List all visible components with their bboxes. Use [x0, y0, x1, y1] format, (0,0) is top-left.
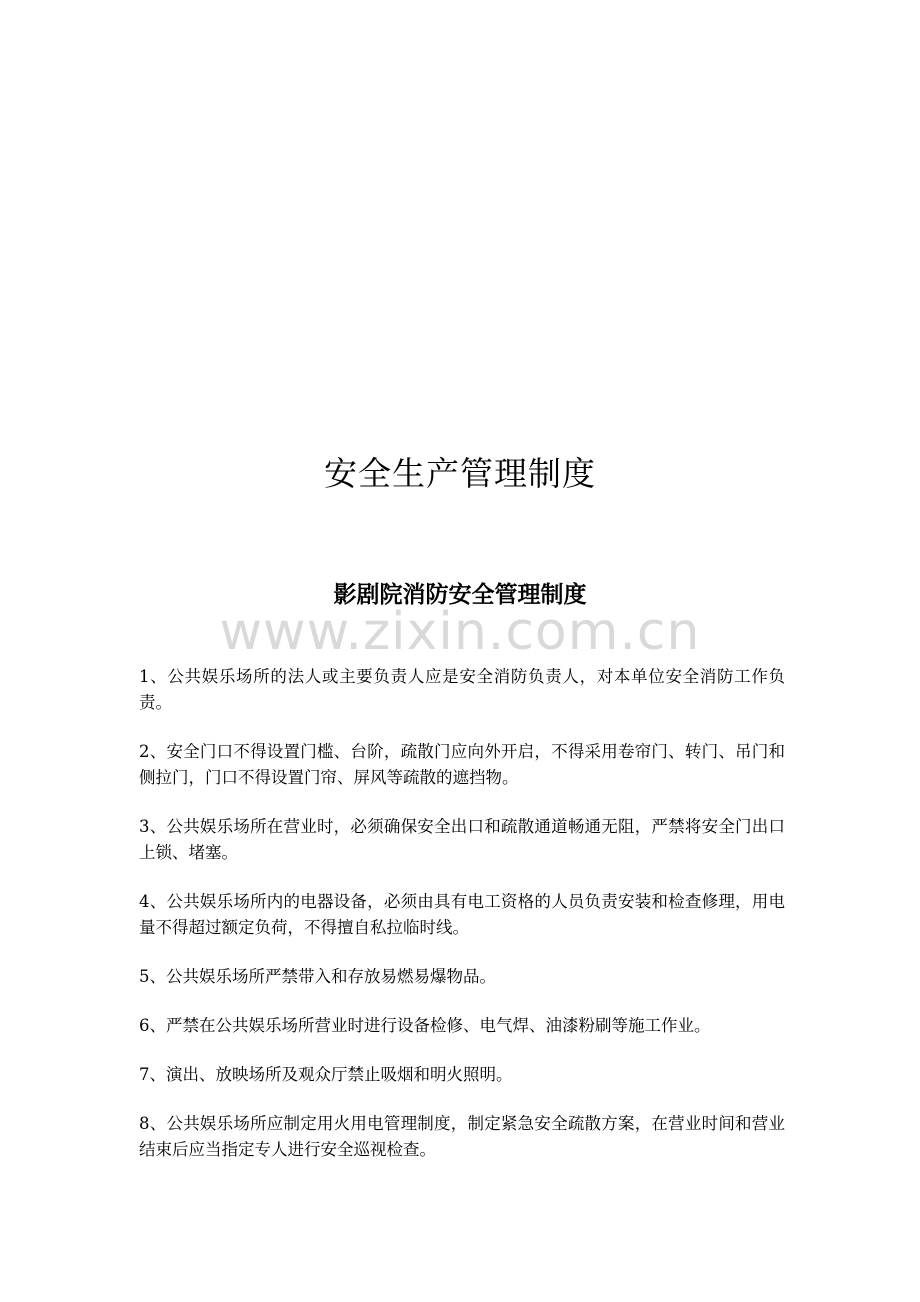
rule-item: 8、公共娱乐场所应制定用火用电管理制度，制定紧急安全疏散方案，在营业时间和营业结束后应当指定专人进行安全巡视检查。 — [139, 1114, 785, 1159]
rule-item: 7、演出、放映场所及观众厅禁止吸烟和明火照明。 — [139, 1065, 513, 1084]
rules-list — [139, 664, 785, 1186]
section-title: 影剧院消防安全管理制度 — [333, 582, 587, 608]
rule-item: 1、公共娱乐场所的法人或主要负责人应是安全消防负责人，对本单位安全消防工作负责。 — [139, 667, 785, 712]
rule-item: 5、公共娱乐场所严禁带入和存放易燃易爆物品。 — [139, 967, 496, 986]
rule-item: 6、严禁在公共娱乐场所营业时进行设备检修、电气焊、油漆粉刷等施工作业。 — [139, 1016, 711, 1035]
watermark: www.zixin.com.cn — [219, 602, 701, 662]
rule-item: 3、公共娱乐场所在营业时，必须确保安全出口和疏散通道畅通无阻，严禁将安全门出口上锁、堵塞。 — [139, 817, 785, 862]
document-title: 安全生产管理制度 — [324, 454, 596, 493]
rule-item: 2、安全门口不得设置门槛、台阶，疏散门应向外开启，不得采用卷帘门、转门、吊门和侧拉门，门口不得设置门帘、屏风等疏散的遮挡物。 — [139, 742, 785, 787]
rule-item: 4、公共娱乐场所内的电器设备，必须由具有电工资格的人员负责安装和检查修理，用电量不得超过额定负荷，不得擅自私拉临时线。 — [139, 892, 785, 937]
